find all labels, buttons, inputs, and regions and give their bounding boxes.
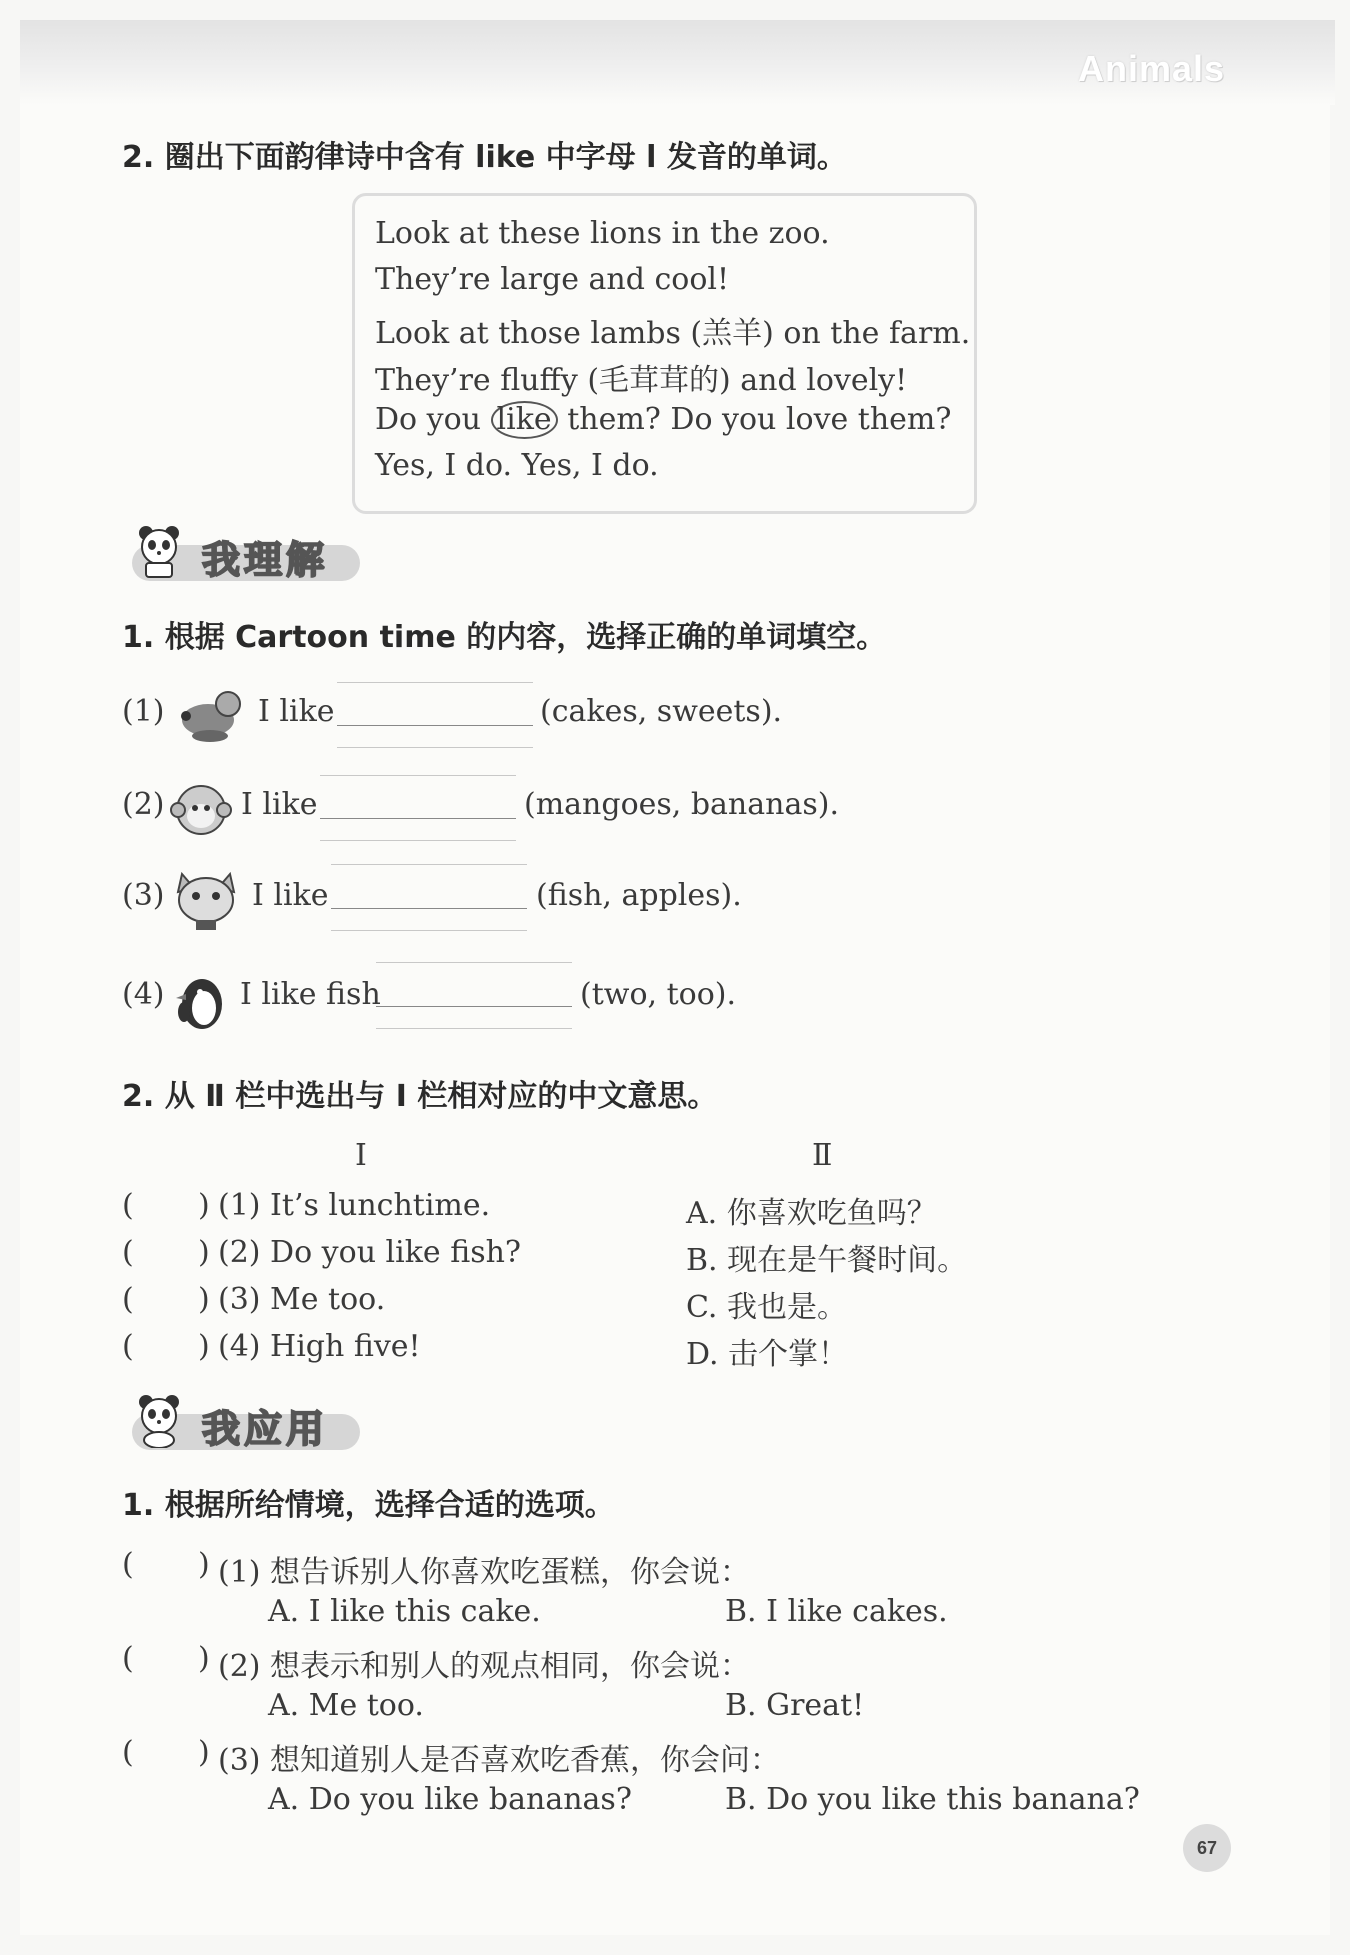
item-options: (mangoes, bananas). — [524, 787, 839, 822]
option-a: A. I like this cake. — [268, 1594, 541, 1629]
panda-icon — [134, 1392, 184, 1448]
poem-line: Look at these lions in the zoo. — [375, 216, 830, 251]
poem-line: Yes, I do. Yes, I do. — [375, 448, 659, 483]
col1-item: (3) Me too. — [218, 1282, 386, 1317]
item-prompt: I like fish — [240, 977, 381, 1012]
answer-paren-close: ) — [198, 1188, 210, 1223]
monkey-icon — [170, 780, 232, 840]
option-b: B. I like cakes. — [725, 1594, 948, 1629]
item-number: (1) — [122, 694, 165, 729]
answer-guide-line — [337, 747, 533, 748]
answer-blank[interactable] — [376, 1006, 572, 1007]
answer-guide-line — [320, 775, 516, 776]
answer-paren-open: ( — [122, 1329, 134, 1364]
answer-paren-open: ( — [122, 1282, 134, 1317]
poem-line: They’re fluffy (毛茸茸的) and lovely! — [375, 363, 908, 398]
answer-paren-close: ) — [198, 1282, 210, 1317]
item-options: (two, too). — [580, 977, 736, 1012]
scenario-question: (3) 想知道别人是否喜欢吃香蕉，你会问： — [218, 1743, 781, 1778]
col2-item: A. 你喜欢吃鱼吗？ — [686, 1196, 937, 1231]
answer-guide-line — [331, 864, 527, 865]
pronunciation-question-title: 2. 圈出下面韵律诗中含有 like 中字母 l 发音的单词。 — [122, 140, 847, 175]
item-options: (cakes, sweets). — [540, 694, 783, 729]
answer-paren-open: ( — [122, 1235, 134, 1270]
item-number: (2) — [122, 787, 165, 822]
column-header-1: Ⅰ — [355, 1138, 367, 1173]
col2-item: B. 现在是午餐时间。 — [686, 1243, 968, 1278]
option-b: B. Do you like this banana? — [725, 1782, 1140, 1817]
panda-icon — [134, 523, 184, 579]
item-prompt: I like — [252, 878, 329, 913]
answer-paren-close: ) — [198, 1547, 210, 1582]
answer-paren-open: ( — [122, 1735, 134, 1770]
answer-paren-close: ) — [198, 1235, 210, 1270]
mouse-icon — [170, 686, 248, 744]
matching-question-title: 2. 从 Ⅱ 栏中选出与 Ⅰ 栏相对应的中文意思。 — [122, 1079, 718, 1114]
section-badge-understand — [122, 523, 362, 583]
unit-tag: Animals — [1077, 48, 1225, 89]
cartoon-question-title: 1. 根据 Cartoon time 的内容，选择正确的单词填空。 — [122, 620, 887, 655]
badge-label: 我应用 — [202, 1407, 329, 1451]
option-a: A. Me too. — [268, 1688, 424, 1723]
answer-paren-open: ( — [122, 1641, 134, 1676]
circled-word: like — [491, 401, 558, 439]
poem-box — [352, 193, 977, 514]
poem-line: They’re large and cool! — [375, 262, 730, 297]
answer-blank[interactable] — [337, 725, 533, 726]
answer-paren-close: ) — [198, 1641, 210, 1676]
poem-line: Look at those lambs (羔羊) on the farm. — [375, 316, 971, 351]
scenario-question: (2) 想表示和别人的观点相同，你会说： — [218, 1649, 751, 1684]
col1-item: (2) Do you like fish? — [218, 1235, 522, 1270]
answer-blank[interactable] — [320, 818, 516, 819]
item-options: (fish, apples). — [536, 878, 742, 913]
col2-item: C. 我也是。 — [686, 1290, 847, 1325]
option-b: B. Great! — [725, 1688, 865, 1723]
poem-text: Do you — [375, 402, 491, 437]
answer-blank[interactable] — [331, 908, 527, 909]
answer-guide-line — [337, 682, 533, 683]
option-a: A. Do you like bananas? — [268, 1782, 632, 1817]
badge-label: 我理解 — [202, 538, 329, 582]
poem-text: them? Do you love them? — [557, 402, 952, 437]
penguin-icon — [170, 972, 230, 1032]
answer-paren-close: ) — [198, 1735, 210, 1770]
item-prompt: I like — [241, 787, 318, 822]
poem-line — [375, 401, 951, 439]
scenario-question-title: 1. 根据所给情境，选择合适的选项。 — [122, 1488, 615, 1523]
col2-item: D. 击个掌！ — [686, 1337, 849, 1372]
page-number: 67 — [1183, 1824, 1231, 1872]
answer-guide-line — [376, 962, 572, 963]
col1-item: (1) It’s lunchtime. — [218, 1188, 491, 1223]
item-number: (3) — [122, 878, 165, 913]
scenario-question: (1) 想告诉别人你喜欢吃蛋糕，你会说： — [218, 1555, 751, 1590]
item-number: (4) — [122, 977, 165, 1012]
section-badge-apply — [122, 1392, 362, 1452]
col1-item: (4) High five! — [218, 1329, 421, 1364]
cat-icon — [170, 866, 242, 932]
answer-guide-line — [320, 840, 516, 841]
item-prompt: I like — [258, 694, 335, 729]
answer-guide-line — [376, 1028, 572, 1029]
answer-guide-line — [331, 930, 527, 931]
answer-paren-open: ( — [122, 1188, 134, 1223]
column-header-2: Ⅱ — [812, 1138, 833, 1173]
answer-paren-open: ( — [122, 1547, 134, 1582]
answer-paren-close: ) — [198, 1329, 210, 1364]
